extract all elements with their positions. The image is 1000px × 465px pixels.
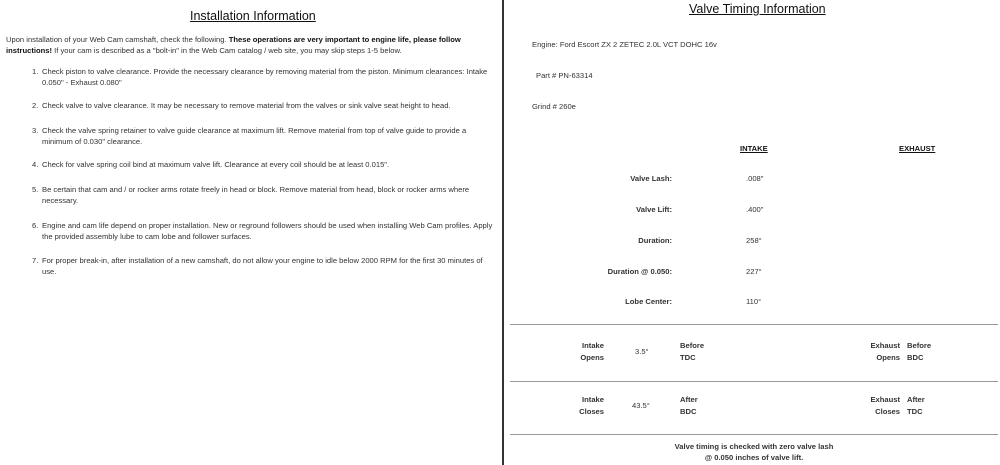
spec-intake-value: 258° (746, 236, 762, 245)
note-line: Valve timing is checked with zero valve lash (674, 442, 834, 451)
grind-number: Grind # 260e (532, 102, 576, 111)
intake-closes-reference (680, 394, 698, 417)
spec-intake-value: 227° (746, 267, 762, 276)
step-text: Check valve to valve clearance. It may be necessary to remove material from the valves or sink valve seat height to head. (42, 101, 451, 110)
step-text: Check the valve spring retainer to valve guide clearance at maximum lift. Remove material from top of valve guide to provide a minimum of 0.030" clearance. (42, 126, 467, 146)
spec-label: Duration: (638, 236, 672, 245)
divider-line (510, 434, 998, 435)
label-line: Exhaust (870, 395, 900, 404)
step-number: 1. (32, 67, 39, 76)
step-number: 4. (32, 160, 39, 169)
installation-title: Installation Information (190, 9, 316, 23)
exhaust-column-header: EXHAUST (899, 144, 936, 153)
step-item (32, 160, 496, 171)
reference-line: TDC (680, 352, 696, 362)
intro-text: Upon installation of your Web Cam camshaft, check the following. (6, 35, 229, 44)
exhaust-closes-label (850, 394, 900, 417)
step-item (32, 256, 496, 277)
step-number: 3. (32, 126, 39, 135)
spec-label: Lobe Center: (625, 297, 672, 306)
reference-line: After (680, 395, 698, 404)
intake-closes-label (554, 394, 604, 417)
reference-line: BDC (680, 406, 697, 416)
valve-timing-panel (504, 0, 1000, 465)
divider-line (510, 324, 998, 325)
reference-line: TDC (907, 406, 923, 416)
intake-closes-value: 43.5° (632, 401, 650, 410)
spec-intake-value: .008" (746, 174, 764, 183)
reference-line: Before (680, 341, 705, 350)
label-line: Intake (582, 395, 604, 404)
exhaust-opens-reference (907, 340, 931, 363)
label-line: Opens (876, 352, 900, 362)
step-item (32, 221, 496, 242)
step-number: 5. (32, 185, 39, 194)
label-line: Intake (582, 341, 604, 350)
reference-line: BDC (907, 352, 924, 362)
step-item (32, 126, 496, 147)
installation-intro (6, 35, 498, 56)
divider-line (510, 381, 998, 382)
step-number: 6. (32, 221, 39, 230)
intro-bolt-in-note: If your cam is described as a "bolt-in" in the Web Cam catalog / web site, you may skip steps 1-5 below. (52, 45, 402, 55)
step-number: 7. (32, 256, 39, 265)
step-number: 2. (32, 101, 39, 110)
step-text: Check for valve spring coil bind at maximum valve lift. Clearance at every coil should be at least 0.015". (42, 160, 390, 169)
label-line: Opens (580, 352, 604, 362)
step-item (32, 101, 496, 112)
intake-opens-label (554, 340, 604, 363)
step-item (32, 185, 496, 206)
label-line: Closes (579, 406, 604, 416)
valve-timing-title: Valve Timing Information (689, 2, 826, 16)
step-text: Be certain that cam and / or rocker arms rotate freely in head or block. Remove material from head, block or rocker arms where necessary. (42, 185, 470, 205)
engine-label: Engine: Ford Escort ZX 2 ZETEC 2.0L VCT DOHC 16v (532, 40, 717, 49)
exhaust-closes-reference (907, 394, 925, 417)
step-text: For proper break-in, after installation of a new camshaft, do not allow your engine to idle below 2000 RPM for the first 30 minutes of use. (42, 256, 483, 276)
reference-line: After (907, 395, 925, 404)
reference-line: Before (907, 341, 932, 350)
step-text: Engine and cam life depend on proper installation. New or reground followers should be used when installing Web Cam profiles. Apply the provided assembly lube to cam lobe and follower surfaces. (42, 221, 493, 241)
step-text: Check piston to valve clearance. Provide the necessary clearance by removing material from the piston. Minimum clearances: Intake 0.050" - Exhaust 0.080" (42, 67, 488, 87)
spec-label: Valve Lash: (630, 174, 672, 183)
intake-column-header: INTAKE (740, 144, 768, 153)
timing-note (604, 441, 904, 463)
note-line: @ 0.050 inches of valve lift. (704, 453, 804, 462)
intro-warning: These operations are very important to engine life, please follow instructions! (6, 35, 461, 55)
spec-intake-value: .400" (746, 205, 764, 214)
spec-label: Duration @ 0.050: (607, 267, 672, 276)
intake-opens-value: 3.5° (635, 347, 649, 356)
label-line: Closes (875, 406, 900, 416)
step-item (32, 67, 496, 88)
exhaust-opens-label (850, 340, 900, 363)
spec-intake-value: 110° (746, 297, 762, 306)
label-line: Exhaust (870, 341, 900, 350)
spec-label: Valve Lift: (636, 205, 672, 214)
part-number: Part # PN-63314 (536, 71, 593, 80)
intake-opens-reference (680, 340, 704, 363)
